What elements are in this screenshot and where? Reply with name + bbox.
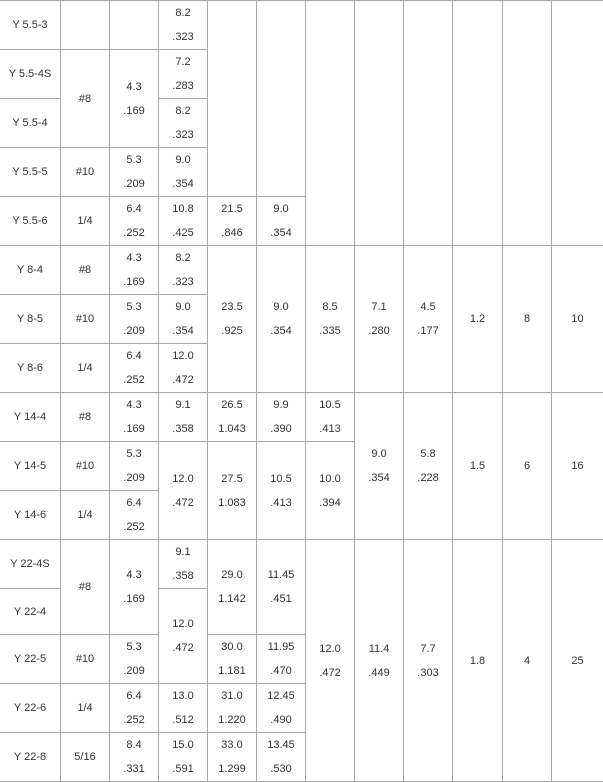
- hole-diameter-cell: 8.4 .331: [110, 733, 159, 782]
- screw-size-cell: #8: [61, 540, 110, 635]
- dimension-cell: 9.0 .354: [355, 393, 404, 540]
- part-number-cell: Y 22-4S: [0, 540, 61, 589]
- empty-cell: [503, 1, 552, 246]
- table-row: [0, 1, 603, 50]
- screw-size-cell: 1/4: [61, 344, 110, 393]
- part-number-cell: Y 8-6: [0, 344, 61, 393]
- hole-diameter-cell: 4.3 .169: [110, 246, 159, 295]
- screw-size-cell: #8: [61, 393, 110, 442]
- dimension-cell: 9.0 .354: [257, 197, 306, 246]
- screw-size-cell: #10: [61, 635, 110, 684]
- hole-diameter-cell: 6.4 .252: [110, 197, 159, 246]
- count-cell: 10: [552, 246, 603, 393]
- screw-size-cell: 1/4: [61, 197, 110, 246]
- part-number-cell: Y 14-5: [0, 442, 61, 491]
- part-number-cell: Y 22-8: [0, 733, 61, 782]
- dimension-cell: 12.0 .472: [306, 540, 355, 782]
- hole-diameter-cell: 4.3 .169: [110, 50, 159, 148]
- dimension-cell: 8.2 .323: [159, 246, 208, 295]
- dimension-cell: 10.8 .425: [159, 197, 208, 246]
- count-cell: 6: [503, 393, 552, 540]
- table-row: [0, 540, 603, 589]
- hole-diameter-cell: [110, 1, 159, 50]
- screw-size-cell: #10: [61, 442, 110, 491]
- part-number-cell: Y 8-5: [0, 295, 61, 344]
- empty-cell: [552, 1, 603, 246]
- table-row: [0, 393, 603, 442]
- dimension-cell: 12.0 .472: [159, 344, 208, 393]
- dimension-cell: 10.0 .394: [306, 442, 355, 540]
- dimension-cell: 21.5 .846: [208, 197, 257, 246]
- screw-size-cell: #8: [61, 50, 110, 148]
- dimension-cell: 33.0 1.299: [208, 733, 257, 782]
- part-number-cell: Y 14-6: [0, 491, 61, 540]
- hole-diameter-cell: 5.3 .209: [110, 635, 159, 684]
- dimension-cell: 1.2: [453, 246, 503, 393]
- dimension-cell: 4.5 .177: [404, 246, 453, 393]
- table-row: [0, 246, 603, 295]
- empty-cell: [355, 1, 404, 246]
- dimension-cell: 9.1 .358: [159, 393, 208, 442]
- dimension-cell: 23.5 .925: [208, 246, 257, 393]
- dimension-cell: 11.4 .449: [355, 540, 404, 782]
- dimension-cell: 1.8: [453, 540, 503, 782]
- dimension-cell: 31.0 1.220: [208, 684, 257, 733]
- empty-cell: [257, 1, 306, 197]
- part-number-cell: Y 5.5-6: [0, 197, 61, 246]
- hole-diameter-cell: 5.3 .209: [110, 295, 159, 344]
- dimension-cell: 12.0 .472: [159, 442, 208, 540]
- part-number-cell: Y 5.5-5: [0, 148, 61, 197]
- dimension-cell: 7.1 .280: [355, 246, 404, 393]
- part-number-cell: Y 22-6: [0, 684, 61, 733]
- dimension-cell: 1.5: [453, 393, 503, 540]
- dimension-cell: 12.45 .490: [257, 684, 306, 733]
- hole-diameter-cell: 5.3 .209: [110, 442, 159, 491]
- empty-cell: [404, 1, 453, 246]
- empty-cell: [306, 1, 355, 246]
- part-number-cell: Y 22-4: [0, 589, 61, 635]
- screw-size-cell: #10: [61, 295, 110, 344]
- dimension-cell: 10.5 .413: [306, 393, 355, 442]
- dimension-cell: 9.0 .354: [159, 148, 208, 197]
- hole-diameter-cell: 6.4 .252: [110, 491, 159, 540]
- empty-cell: [208, 1, 257, 197]
- dimension-cell: 8.2 .323: [159, 99, 208, 148]
- part-number-cell: Y 8-4: [0, 246, 61, 295]
- dimension-cell: 11.45 .451: [257, 540, 306, 635]
- part-number-cell: Y 5.5-3: [0, 1, 61, 50]
- hole-diameter-cell: 5.3 .209: [110, 148, 159, 197]
- dimension-cell: 29.0 1.142: [208, 540, 257, 635]
- screw-size-cell: [61, 1, 110, 50]
- dimension-cell: 15.0 .591: [159, 733, 208, 782]
- hole-diameter-cell: 6.4 .252: [110, 344, 159, 393]
- dimension-cell: 13.45 .530: [257, 733, 306, 782]
- screw-size-cell: #8: [61, 246, 110, 295]
- part-number-cell: Y 22-5: [0, 635, 61, 684]
- dimension-cell: 27.5 1.083: [208, 442, 257, 540]
- part-number-cell: Y 5.5-4S: [0, 50, 61, 99]
- dimension-cell: 7.2 .283: [159, 50, 208, 99]
- count-cell: 4: [503, 540, 552, 782]
- dimension-cell: 5.8 .228: [404, 393, 453, 540]
- dimension-cell: 9.0 .354: [159, 295, 208, 344]
- screw-size-cell: #10: [61, 148, 110, 197]
- dimension-cell: 9.1 .358: [159, 540, 208, 589]
- dimension-cell: 11.95 .470: [257, 635, 306, 684]
- hole-diameter-cell: 4.3 .169: [110, 393, 159, 442]
- dimension-cell: 12.0 .472: [159, 589, 208, 684]
- dimension-cell: 8.5 .335: [306, 246, 355, 393]
- count-cell: 25: [552, 540, 603, 782]
- part-number-cell: Y 14-4: [0, 393, 61, 442]
- hole-diameter-cell: 6.4 .252: [110, 684, 159, 733]
- dimension-cell: 30.0 1.181: [208, 635, 257, 684]
- dimension-cell: 26.5 1.043: [208, 393, 257, 442]
- dimension-cell: 9.0 .354: [257, 246, 306, 393]
- count-cell: 8: [503, 246, 552, 393]
- part-number-cell: Y 5.5-4: [0, 99, 61, 148]
- dimension-cell: 8.2 .323: [159, 1, 208, 50]
- screw-size-cell: 5/16: [61, 733, 110, 782]
- count-cell: 16: [552, 393, 603, 540]
- dimension-cell: 13.0 .512: [159, 684, 208, 733]
- hole-diameter-cell: 4.3 .169: [110, 540, 159, 635]
- dimension-cell: 7.7 .303: [404, 540, 453, 782]
- empty-cell: [453, 1, 503, 246]
- screw-size-cell: 1/4: [61, 491, 110, 540]
- screw-size-cell: 1/4: [61, 684, 110, 733]
- dimension-cell: 10.5 .413: [257, 442, 306, 540]
- dimension-cell: 9.9 .390: [257, 393, 306, 442]
